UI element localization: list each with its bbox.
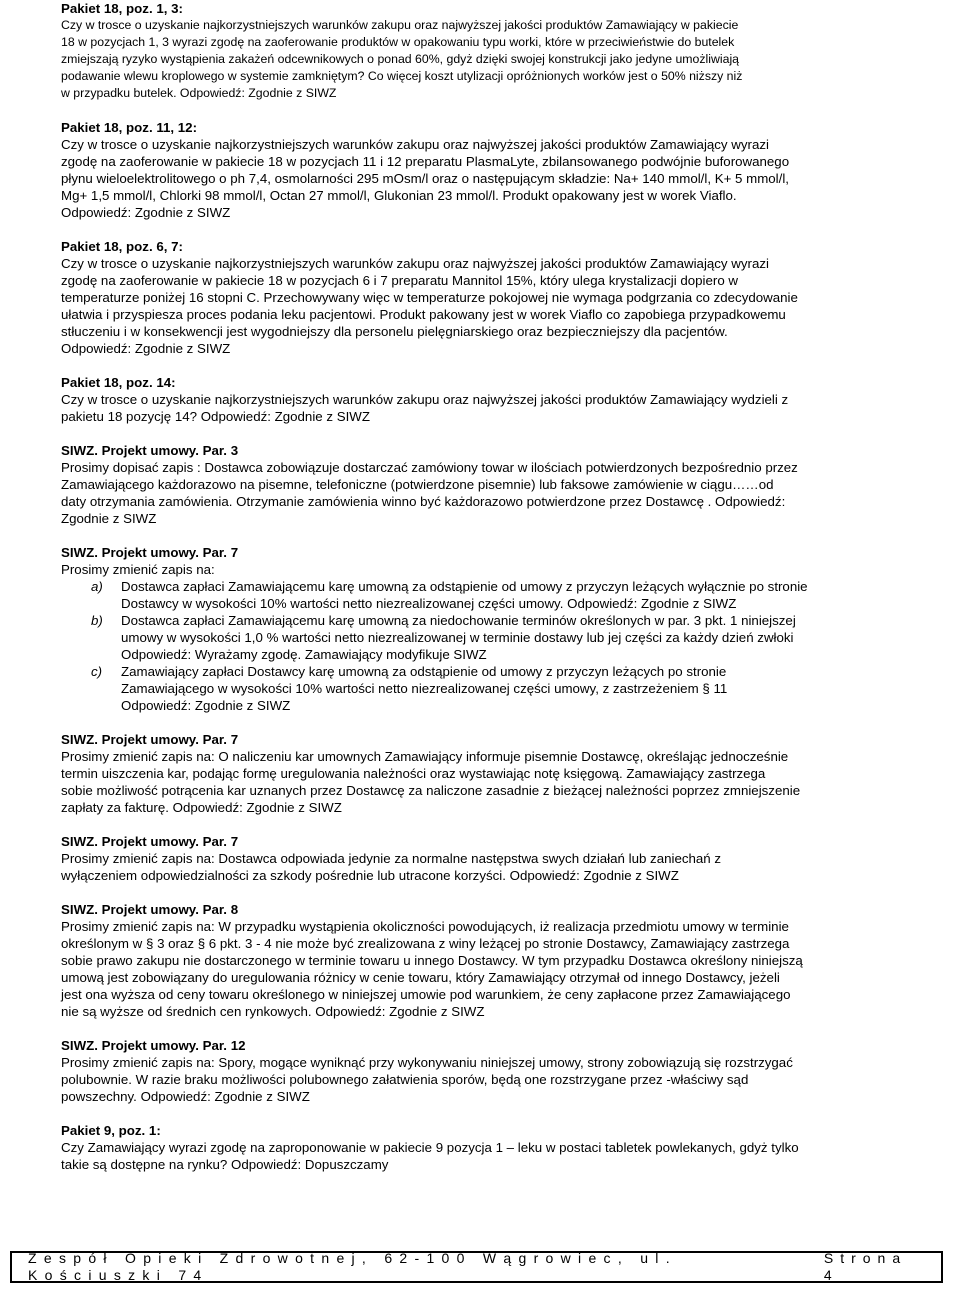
section-heading: SIWZ. Projekt umowy. Par. 7 bbox=[61, 732, 239, 747]
text-line: Czy Zamawiający wyrazi zgodę na zaproponowanie w pakiecie 9 pozycja 1 – leku w postaci tabletek powlekanych, gdyż tylko bbox=[61, 1140, 799, 1155]
list-item-b bbox=[61, 612, 891, 663]
section-heading: Pakiet 9, poz. 1: bbox=[61, 1123, 161, 1138]
text-line: stłuczeniu i w konsekwencji jest wygodniejszy dla personelu pielęgniarskiego oraz bezpieczniejszy dla pacjentów. bbox=[61, 324, 728, 339]
text-line: 18 w pozycjach 1, 3 wyrazi zgodę na zaoferowanie produktów w opakowaniu typu worki, które w przeciwieństwie do butelek bbox=[61, 35, 735, 49]
section-umowa-par-12 bbox=[61, 1037, 891, 1105]
text-line: zgodę na zaoferowanie w pakiecie 18 w pozycjach 11 i 12 preparatu PlasmaLyte, zbilansowanego podwójnie buforowanego bbox=[61, 154, 790, 169]
answer-line: Odpowiedź: Zgodnie z SIWZ bbox=[61, 341, 231, 356]
text-line: daty otrzymania zamówienia. Otrzymanie zamówienia winno być każdorazowo potwierdzone przez Dostawcę . Odpowiedź: bbox=[61, 494, 786, 509]
section-umowa-par-7-odpowiedzialnosc bbox=[61, 833, 891, 884]
footer-address: Zespół Opieki Zdrowotnej, 62-100 Wągrowiec, ul. Kościuszki 74 bbox=[28, 1250, 677, 1283]
section-pakiet-9-poz-1 bbox=[61, 1122, 891, 1173]
section-heading: SIWZ. Projekt umowy. Par. 7 bbox=[61, 834, 239, 849]
section-pakiet-18-poz-6-7 bbox=[61, 238, 891, 357]
text-line: zgodę na zaoferowanie w pakiecie 18 w pozycjach 6 i 7 preparatu Mannitol 15%, który ulega krystalizacji dopiero w bbox=[61, 273, 739, 288]
text-line: Zamawiającego w wysokości 10% wartości netto niezrealizowanej części umowy, z zastrzeżeniem § 11 bbox=[121, 681, 728, 696]
section-heading: SIWZ. Projekt umowy. Par. 12 bbox=[61, 1038, 246, 1053]
text-line: termin uiszczenia kar, podając formę uregulowania należności oraz wystawiając notę księgową. Zamawiający zastrzega bbox=[61, 766, 766, 781]
text-line: pakietu 18 pozycję 14? Odpowiedź: Zgodnie z SIWZ bbox=[61, 409, 370, 424]
text-line: Dostawcy w wysokości 10% wartości netto niezrealizowanej części umowy. Odpowiedź: Zgodnie z SIWZ bbox=[121, 596, 737, 611]
text-line: Czy w trosce o uzyskanie najkorzystniejszych warunków zakupu oraz najwyższej jakości produktów Zamawiający wyrazi bbox=[61, 137, 769, 152]
section-umowa-par-3 bbox=[61, 442, 891, 527]
section-pakiet-18-poz-14 bbox=[61, 374, 891, 425]
list-item-c bbox=[61, 663, 891, 714]
answer-line: Odpowiedź: Wyrażamy zgodę. Zamawiający modyfikuje SIWZ bbox=[121, 647, 487, 662]
text-line: zmiejszają ryzyko wystąpienia zakażeń odcewnikowych o ponad 60%, gdyż dzięki swojej konstrukcji jako jedyne umożliwiają bbox=[61, 52, 740, 66]
list-marker: c) bbox=[91, 664, 103, 679]
text-line: Prosimy zmienić zapis na: Spory, mogące wyniknąć przy wykonywaniu niniejszej umowy, strony zobowiązują się rozstrzygać bbox=[61, 1055, 793, 1070]
list-marker: a) bbox=[91, 579, 103, 594]
section-pakiet-18-poz-1-3 bbox=[61, 0, 891, 102]
text-line: sobie możliwość potrącenia kar uznanych przez Dostawcę za naliczone zasadnie z bieżącej należności poprzez zmniejszenie bbox=[61, 783, 801, 798]
section-umowa-par-8 bbox=[61, 901, 891, 1020]
page-footer bbox=[10, 1251, 943, 1283]
text-line: Prosimy zmienić zapis na: O naliczeniu kar umownych Zamawiający informuje pisemnie Dostawcę, określając jednocześnie bbox=[61, 749, 789, 764]
text-line: Zamawiającego każdorazowo na pisemne, telefoniczne (potwierdzone pisemnie) lub faksowe zamówienie w ciągu……od bbox=[61, 477, 774, 492]
text-line: jest ona wyższa od ceny towaru określonego w niniejszej umowie pod warunkiem, że ceny zapłacone przez Zamawiającego bbox=[61, 987, 791, 1002]
text-line: Czy w trosce o uzyskanie najkorzystniejszych warunków zakupu oraz najwyższej jakości produktów Zamawiający wyrazi bbox=[61, 256, 769, 271]
section-umowa-par-7-naliczanie bbox=[61, 731, 891, 816]
text-line: określonym w § 3 oraz § 6 pkt. 3 - 4 nie może być zrealizowana z winy leżącej po stronie Dostawcy, Zamawiający zastrzega bbox=[61, 936, 790, 951]
page-number: Strona 4 bbox=[823, 1250, 908, 1283]
text-line: ułatwia i przyspiesza proces podania leku pacjentowi. Produkt pakowany jest w worek Viaflo co zapobiega przypadkowemu bbox=[61, 307, 786, 322]
text-line: w przypadku butelek. Odpowiedź: Zgodnie z SIWZ bbox=[61, 86, 337, 100]
text-line: polubownie. W razie braku możliwości polubownego załatwienia sporów, będą one rozstrzygane przez -właściwy sąd bbox=[61, 1072, 749, 1087]
text-line: Dostawca zapłaci Zamawiającemu karę umowną za niedochowanie terminów określonych w par. 3 pkt. 1 niniejszej bbox=[121, 613, 796, 628]
section-heading: SIWZ. Projekt umowy. Par. 7 bbox=[61, 545, 239, 560]
section-heading: SIWZ. Projekt umowy. Par. 3 bbox=[61, 443, 239, 458]
section-heading: Pakiet 18, poz. 1, 3: bbox=[61, 1, 183, 16]
text-line: zapłaty za fakturę. Odpowiedź: Zgodnie z SIWZ bbox=[61, 800, 342, 815]
section-umowa-par-7-kary bbox=[61, 544, 891, 714]
text-line: Prosimy zmienić zapis na: W przypadku wystąpienia okoliczności powodujących, iż realizacja przedmiotu umowy w terminie bbox=[61, 919, 789, 934]
section-heading: Pakiet 18, poz. 6, 7: bbox=[61, 239, 183, 254]
list-marker: b) bbox=[91, 613, 103, 628]
penalty-list bbox=[61, 578, 891, 714]
text-line: powszechny. Odpowiedź: Zgodnie z SIWZ bbox=[61, 1089, 310, 1104]
text-line: takie są dostępne na rynku? Odpowiedź: Dopuszczamy bbox=[61, 1157, 389, 1172]
section-heading: SIWZ. Projekt umowy. Par. 8 bbox=[61, 902, 239, 917]
text-line: Prosimy zmienić zapis na: bbox=[61, 562, 215, 577]
text-line: nie są wyższe od średnich cen rynkowych. Odpowiedź: Zgodnie z SIWZ bbox=[61, 1004, 485, 1019]
list-item-a bbox=[61, 578, 891, 612]
text-line: Zamawiający zapłaci Dostawcy karę umowną za odstąpienie od umowy z przyczyn leżących po stronie bbox=[121, 664, 727, 679]
answer-line: Zgodnie z SIWZ bbox=[61, 511, 157, 526]
text-line: Prosimy zmienić zapis na: Dostawca odpowiada jedynie za normalne następstwa swych działań lub zaniechań z bbox=[61, 851, 722, 866]
section-heading: Pakiet 18, poz. 14: bbox=[61, 375, 176, 390]
text-line: Czy w trosce o uzyskanie najkorzystniejszych warunków zakupu oraz najwyższej jakości produktów Zamawiający wydzieli z bbox=[61, 392, 789, 407]
text-line: Prosimy dopisać zapis : Dostawca zobowiązuje dostarczać zamówiony towar w ilościach potwierdzonych bezpośrednio przez bbox=[61, 460, 798, 475]
document-body bbox=[61, 0, 891, 1190]
answer-line: Odpowiedź: Zgodnie z SIWZ bbox=[121, 698, 291, 713]
text-line: podawanie wlewu kroplowego w systemie zamkniętym? Co więcej koszt utylizacji opróżnionych worków jest o 50% niższy niż bbox=[61, 69, 743, 83]
text-line: Dostawca zapłaci Zamawiającemu karę umowną za odstąpienie od umowy z przyczyn leżących wyłącznie po stronie bbox=[121, 579, 808, 594]
text-line: umowy w wysokości 1,0 % wartości netto niezrealizowanej w terminie dostawy lub jej części za każdy dzień zwłoki bbox=[121, 630, 794, 645]
text-line: Mg+ 1,5 mmol/l, Chlorki 98 mmol/l, Octan 27 mmol/l, Glukonian 23 mmol/l. Produkt opakowany jest w worek Viaflo. bbox=[61, 188, 737, 203]
section-heading: Pakiet 18, poz. 11, 12: bbox=[61, 120, 197, 135]
text-line: Czy w trosce o uzyskanie najkorzystniejszych warunków zakupu oraz najwyższej jakości produktów Zamawiający w pakiecie bbox=[61, 18, 739, 32]
text-line: umową jest zobowiązany do uregulowania różnicy w cenie towaru, który Zamawiający otrzymał od innego Dostawcy, jeżeli bbox=[61, 970, 780, 985]
text-line: temperaturze poniżej 16 stopni C. Przechowywany więc w temperaturze pokojowej nie wymaga podgrzania co zdecydowanie bbox=[61, 290, 798, 305]
text-line: wyłączeniem odpowiedzialności za szkody pośrednie lub utracone korzyści. Odpowiedź: Zgodnie z SIWZ bbox=[61, 868, 679, 883]
text-line: płynu wieloelektrolitowego o ph 7,4, osmolarności 295 mOsm/l oraz o następującym składzie: Na+ 140 mmol/l, K+ 5 mmol/l, bbox=[61, 171, 789, 186]
answer-line: Odpowiedź: Zgodnie z SIWZ bbox=[61, 205, 231, 220]
section-pakiet-18-poz-11-12 bbox=[61, 119, 891, 221]
text-line: sobie prawo zakupu nie dostarczonego w terminie towaru u innego Dostawcy. W tym przypadku Dostawca określony niniejszą bbox=[61, 953, 803, 968]
